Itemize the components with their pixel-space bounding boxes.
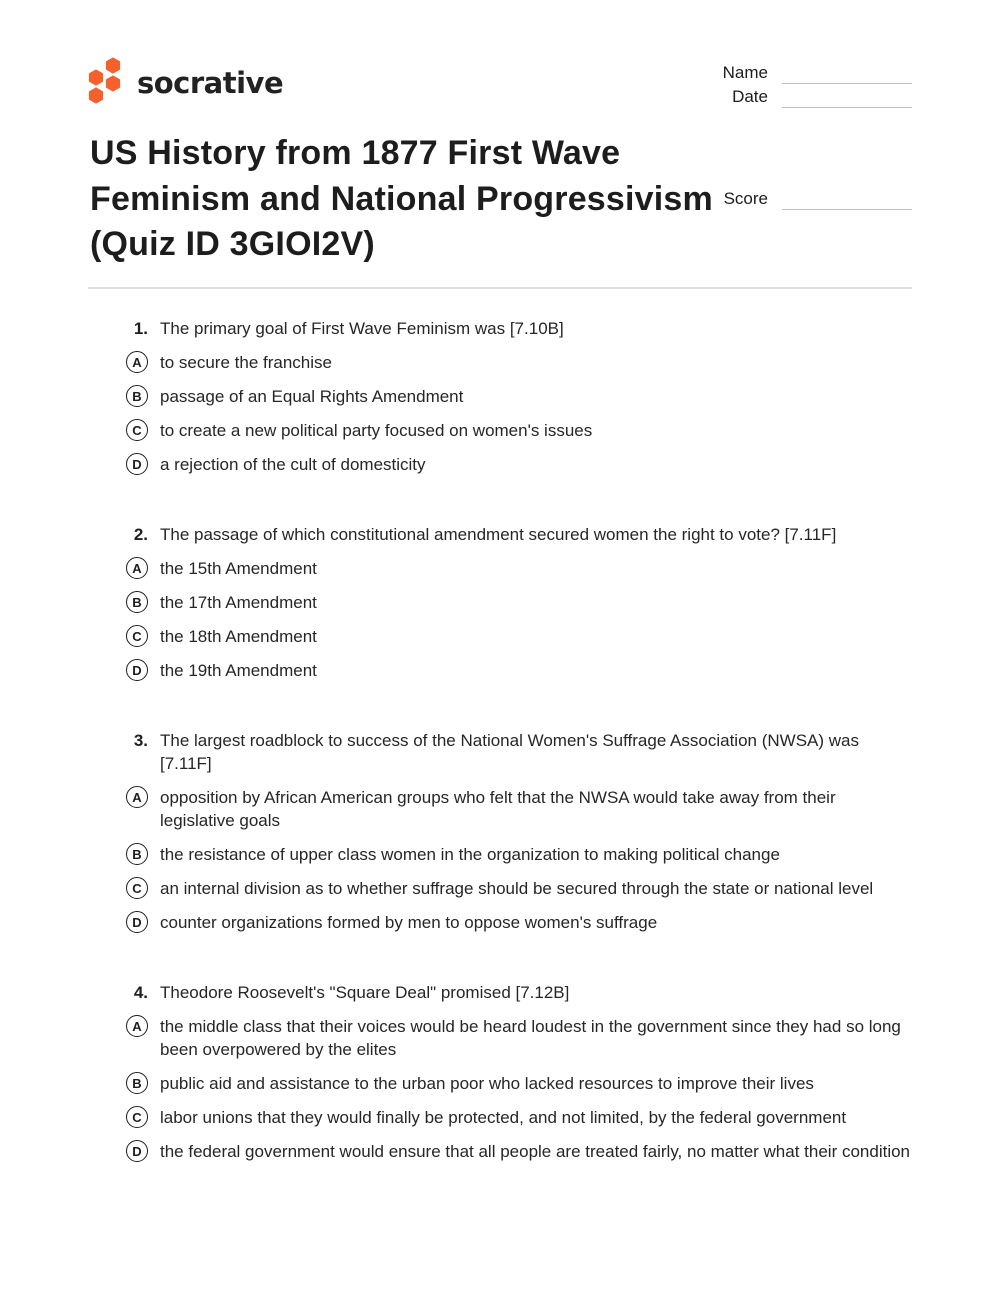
option-text: public aid and assistance to the urban poor who lacked resources to improve their lives	[160, 1074, 814, 1093]
question-number: 3.	[133, 731, 148, 750]
name-blank-line[interactable]	[782, 62, 912, 84]
answer-bubble-a[interactable]	[126, 1015, 148, 1037]
option-letter: A	[132, 789, 142, 805]
option-text: the middle class that their voices would be heard loudest in the government since they had so long been overpowered by the elites	[160, 1017, 901, 1059]
option-letter: A	[132, 354, 142, 370]
answer-bubble-c[interactable]	[126, 877, 148, 899]
option-text: the 17th Amendment	[160, 593, 317, 612]
answer-bubble-d[interactable]	[126, 1140, 148, 1162]
answer-bubble-c[interactable]	[126, 625, 148, 647]
answer-bubble-a[interactable]	[126, 351, 148, 373]
date-field-row	[732, 85, 912, 108]
question-4-option-c	[126, 1106, 912, 1129]
question-4-option-a	[126, 1015, 912, 1061]
question-list	[126, 317, 912, 1163]
answer-bubble-b[interactable]	[126, 385, 148, 407]
question-1-option-d	[126, 453, 912, 476]
option-letter: B	[132, 388, 142, 404]
socrative-logo	[88, 56, 283, 104]
question-4-option-b	[126, 1072, 912, 1095]
answer-bubble-c[interactable]	[126, 1106, 148, 1128]
date-blank-line[interactable]	[782, 86, 912, 108]
question-3-option-a	[126, 786, 912, 832]
option-text: a rejection of the cult of domesticity	[160, 455, 426, 474]
option-letter: B	[132, 846, 142, 862]
option-text: the resistance of upper class women in the organization to making political change	[160, 845, 780, 864]
question-number: 4.	[133, 983, 148, 1002]
option-letter: A	[132, 1018, 142, 1034]
question-2-option-a	[126, 557, 912, 580]
option-letter: B	[132, 594, 142, 610]
option-text: to secure the franchise	[160, 353, 332, 372]
question-1-option-a	[126, 351, 912, 374]
option-text: the 18th Amendment	[160, 627, 317, 646]
answer-bubble-d[interactable]	[126, 911, 148, 933]
name-label: Name	[722, 63, 768, 82]
question-4-stem	[126, 981, 912, 1004]
question-3-option-d	[126, 911, 912, 934]
answer-bubble-a[interactable]	[126, 557, 148, 579]
answer-bubble-d[interactable]	[126, 453, 148, 475]
score-label: Score	[723, 189, 768, 208]
question-4	[126, 981, 912, 1163]
question-2-stem	[126, 523, 912, 546]
option-text: opposition by African American groups who felt that the NWSA would take away from their legislative goals	[160, 788, 836, 830]
option-text: the 15th Amendment	[160, 559, 317, 578]
question-3	[126, 729, 912, 934]
question-1-option-c	[126, 419, 912, 442]
option-letter: C	[132, 880, 142, 896]
question-text: The passage of which constitutional amendment secured women the right to vote? [7.11F]	[160, 525, 837, 544]
question-text: The largest roadblock to success of the National Women's Suffrage Association (NWSA) was [7.11F]	[160, 731, 859, 773]
hexagon-cluster-icon	[88, 56, 128, 104]
option-letter: D	[132, 456, 142, 472]
question-2-option-d	[126, 659, 912, 682]
option-letter: C	[132, 628, 142, 644]
question-3-option-b	[126, 843, 912, 866]
question-text: The primary goal of First Wave Feminism was [7.10B]	[160, 319, 564, 338]
header-divider	[88, 287, 912, 289]
option-text: passage of an Equal Rights Amendment	[160, 387, 464, 406]
score-blank-line[interactable]	[782, 188, 912, 210]
answer-bubble-d[interactable]	[126, 659, 148, 681]
option-text: the federal government would ensure that all people are treated fairly, no matter what their condition	[160, 1142, 911, 1161]
option-text: an internal division as to whether suffrage should be secured through the state or national level	[160, 879, 874, 898]
date-label: Date	[732, 87, 768, 106]
question-1-stem	[126, 317, 912, 340]
option-letter: C	[132, 422, 142, 438]
question-4-option-d	[126, 1140, 912, 1163]
question-2-option-b	[126, 591, 912, 614]
answer-bubble-b[interactable]	[126, 1072, 148, 1094]
option-letter: D	[132, 662, 142, 678]
option-letter: D	[132, 1143, 142, 1159]
question-1-option-b	[126, 385, 912, 408]
option-text: to create a new political party focused on women's issues	[160, 421, 593, 440]
option-letter: B	[132, 1075, 142, 1091]
quiz-title: US History from 1877 First Wave Feminism and National Progressivism (Quiz ID 3GIOI2V)	[90, 134, 713, 263]
question-3-option-c	[126, 877, 912, 900]
option-letter: C	[132, 1109, 142, 1125]
option-letter: D	[132, 914, 142, 930]
question-text: Theodore Roosevelt's "Square Deal" promised [7.12B]	[160, 983, 570, 1002]
option-letter: A	[132, 560, 142, 576]
option-text: counter organizations formed by men to oppose women's suffrage	[160, 913, 658, 932]
name-field-row	[723, 61, 912, 84]
brand-name: socrative	[137, 66, 284, 100]
answer-bubble-b[interactable]	[126, 843, 148, 865]
answer-bubble-b[interactable]	[126, 591, 148, 613]
question-3-stem	[126, 729, 912, 775]
option-text: labor unions that they would finally be protected, and not limited, by the federal government	[160, 1108, 847, 1127]
question-2	[126, 523, 912, 682]
question-2-option-c	[126, 625, 912, 648]
question-number: 1.	[133, 319, 148, 338]
answer-bubble-a[interactable]	[126, 786, 148, 808]
option-text: the 19th Amendment	[160, 661, 317, 680]
question-number: 2.	[133, 525, 148, 544]
question-1	[126, 317, 912, 476]
answer-bubble-c[interactable]	[126, 419, 148, 441]
score-field-row	[724, 187, 912, 210]
